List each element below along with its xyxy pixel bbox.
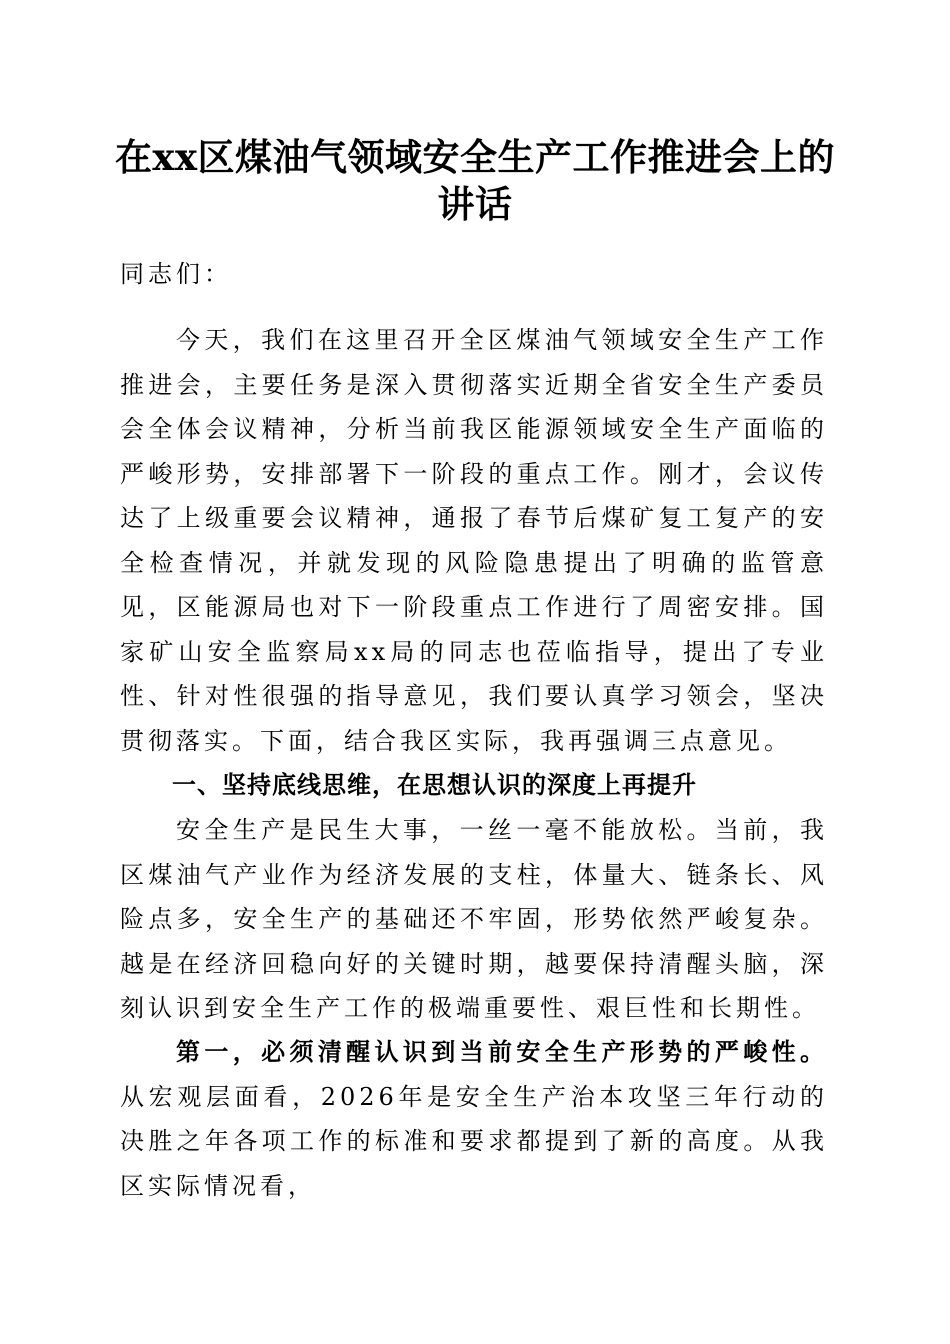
- point-1-text: 从宏观层面看，2026年是安全生产治本攻坚三年行动的决胜之年各项工作的标准和要求都提到了新的高度。从我区实际情况看，: [120, 1082, 828, 1200]
- section-heading-1: 一、坚持底线思维，在思想认识的深度上再提升: [172, 771, 697, 799]
- salutation: 同志们：: [120, 260, 232, 288]
- paragraph-point-1: [120, 1030, 828, 1208]
- paragraph-intro: 今天，我们在这里召开全区煤油气领域安全生产工作推进会，主要任务是深入贯彻落实近期全省安全生产委员会全体会议精神，分析当前我区能源领域安全生产面临的严峻形势，安排部署下一阶段的重点工作。刚才，会议传达了上级重要会议精神，通报了春节后煤矿复工复产的安全检查情况，并就发现的风险隐患提出了明确的监管意见，区能源局也对下一阶段重点工作进行了周密安排。国家矿山安全监察局xx局的同志也莅临指导，提出了专业性、针对性很强的指导意见，我们要认真学习领会，坚决贯彻落实。下面，结合我区实际，我再强调三点意见。: [120, 326, 828, 755]
- document-title: 在xx区煤油气领域安全生产工作推进会上的讲话: [114, 135, 836, 226]
- point-1-lead: 第一，必须清醒认识到当前安全生产形势的严峻性。: [176, 1037, 828, 1066]
- paragraph-section-1: 安全生产是民生大事，一丝一毫不能放松。当前，我区煤油气产业作为经济发展的支柱，体量大、链条长、风险点多，安全生产的基础还不牢固，形势依然严峻复杂。越是在经济回稳向好的关键时期，越要保持清醒头脑，深刻认识到安全生产工作的极端重要性、艰巨性和长期性。: [120, 816, 828, 1022]
